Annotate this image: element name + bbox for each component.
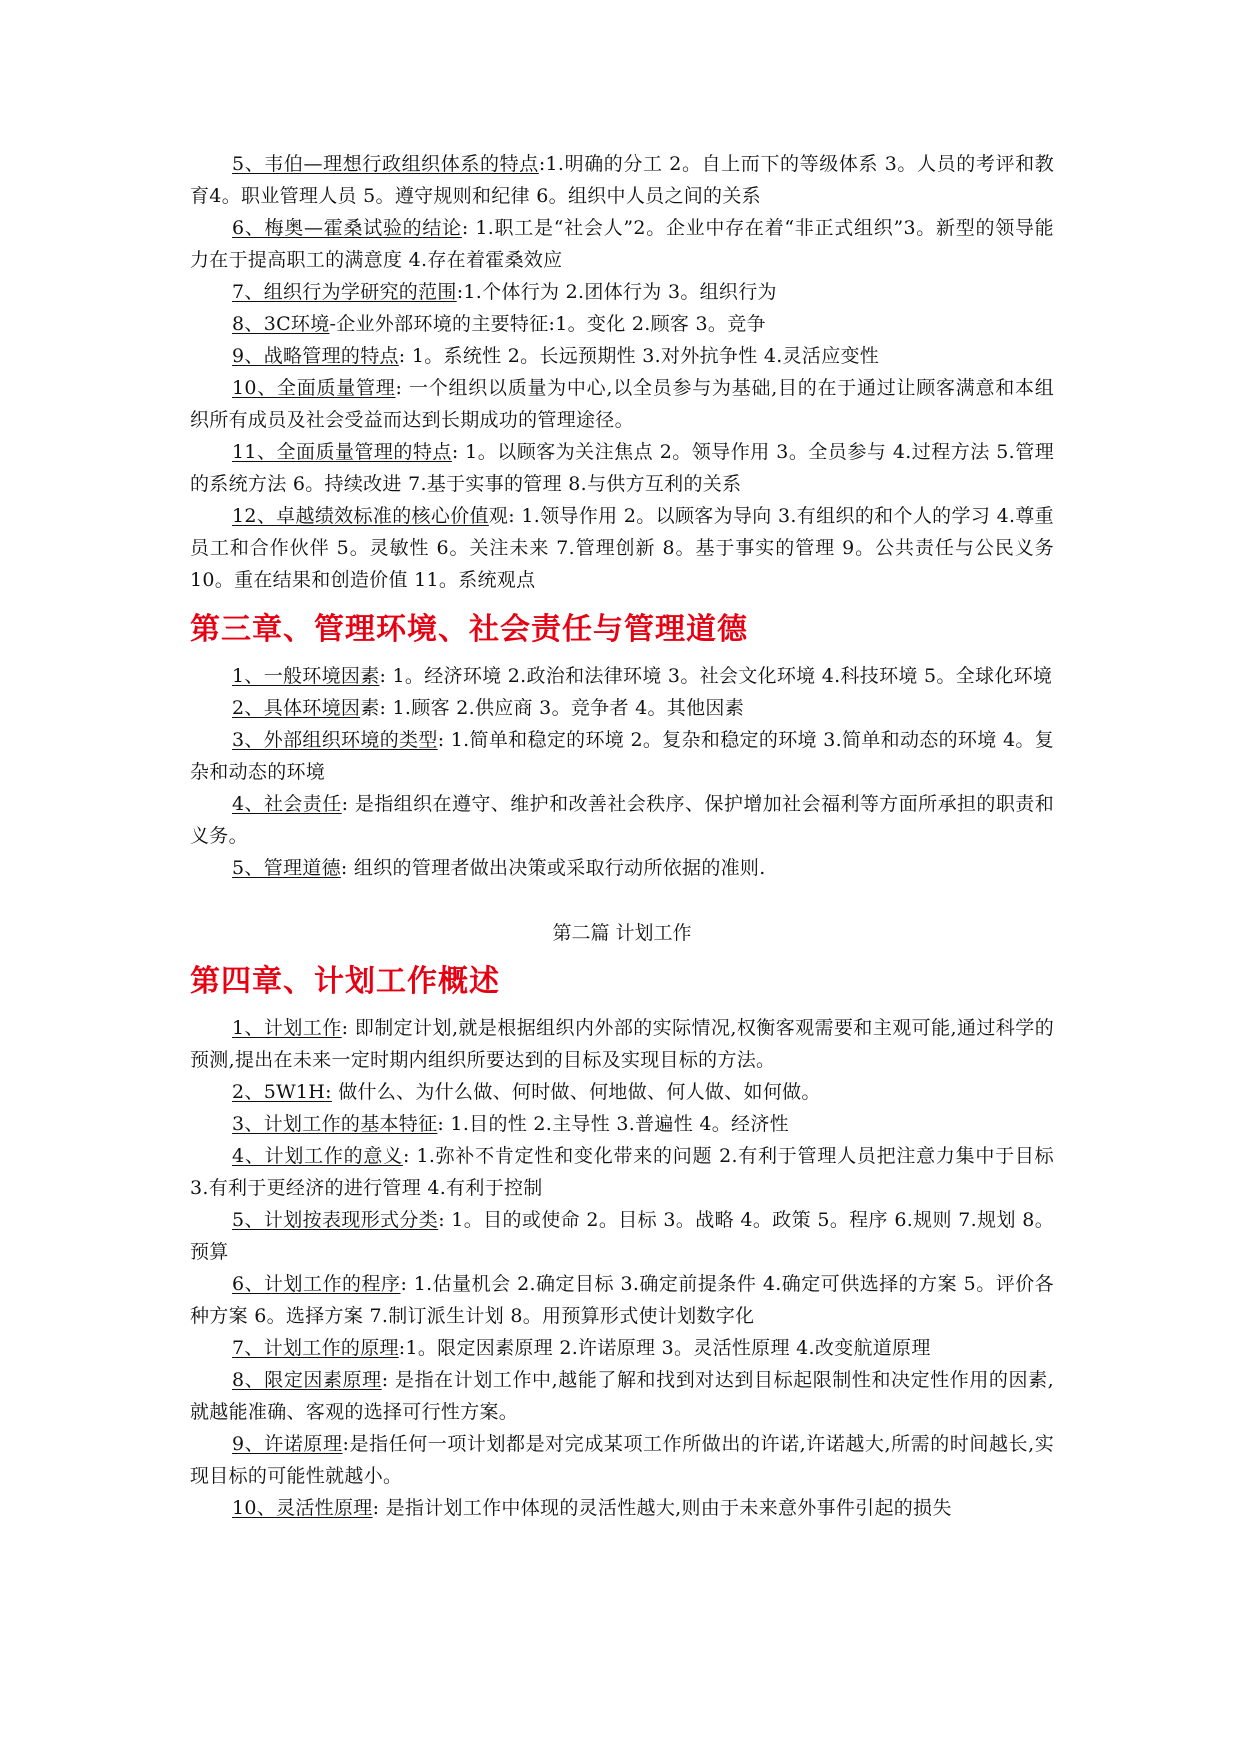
item-text: : 是指在计划工作中,越能了解和找到对达到目标起限制性和决定性作用的因素,就越能准确、客观的选择可行性方案。 bbox=[190, 1369, 1054, 1423]
item-term: 5、韦伯—理想行政组织体系的特点 bbox=[232, 153, 539, 175]
list-item bbox=[190, 372, 1054, 436]
list-item bbox=[190, 148, 1054, 212]
item-text: : 即制定计划,就是根据组织内外部的实际情况,权衡客观需要和主观可能,通过科学的预测,提出在未来一定时期内组织所要达到的目标及实现目标的方法。 bbox=[190, 1017, 1055, 1071]
item-term: 3、计划工作的基本特征 bbox=[232, 1113, 438, 1135]
item-term: 5、管理道德 bbox=[232, 857, 341, 879]
item-text: 素: 1.顾客 2.供应商 3。竞争者 4。其他因素 bbox=[360, 697, 744, 719]
item-text: :是指任何一项计划都是对完成某项工作所做出的许诺,许诺越大,所需的时间越长,实现目标的可能性就越小。 bbox=[190, 1433, 1054, 1487]
chapter4-heading: 第四章、计划工作概述 bbox=[190, 964, 500, 999]
item-term: 8、3C环境 bbox=[232, 313, 330, 335]
item-term: 3、外部组织环境的类型 bbox=[232, 729, 438, 751]
item-term: 12、卓越绩效标准的核心价值 bbox=[232, 505, 489, 527]
list-item bbox=[190, 500, 1054, 596]
list-item bbox=[190, 308, 1054, 340]
chapter3-items-section bbox=[190, 660, 1054, 884]
list-item bbox=[190, 1492, 1054, 1524]
item-term: 6、梅奥—霍桑试验的结论 bbox=[232, 217, 462, 239]
list-item bbox=[190, 212, 1054, 276]
list-item bbox=[190, 436, 1054, 500]
list-item bbox=[190, 1364, 1054, 1428]
item-text: : 1.简单和稳定的环境 2。复杂和稳定的环境 3.简单和动态的环境 4。复杂和动态的环境 bbox=[190, 729, 1054, 783]
item-term: 11、全面质量管理的特点 bbox=[232, 441, 452, 463]
item-term: 7、计划工作的原理 bbox=[232, 1337, 399, 1359]
item-term: 2、5W1H: bbox=[232, 1081, 332, 1103]
item-text: :1。限定因素原理 2.许诺原理 3。灵活性原理 4.改变航道原理 bbox=[398, 1337, 931, 1359]
list-item bbox=[190, 692, 1054, 724]
chapter4-items-section bbox=[190, 1012, 1054, 1524]
item-text: : 1.估量机会 2.确定目标 3.确定前提条件 4.确定可供选择的方案 5。评价各种方案 6。选择方案 7.制订派生计划 8。用预算形式使计划数字化 bbox=[190, 1273, 1054, 1327]
item-text: :1.个体行为 2.团体行为 3。组织行为 bbox=[456, 281, 777, 303]
item-text: : 是指组织在遵守、维护和改善社会秩序、保护增加社会福利等方面所承担的职责和义务。 bbox=[190, 793, 1055, 847]
item-term: 2、具体环境因 bbox=[232, 697, 361, 719]
list-item bbox=[190, 852, 1054, 884]
list-item bbox=[190, 660, 1054, 692]
list-item bbox=[190, 1108, 1054, 1140]
item-term: 6、计划工作的程序 bbox=[232, 1273, 401, 1295]
list-item bbox=[190, 276, 1054, 308]
item-term: 10、灵活性原理 bbox=[232, 1497, 373, 1519]
chapter3-heading: 第三章、管理环境、社会责任与管理道德 bbox=[190, 612, 748, 647]
list-item bbox=[190, 340, 1054, 372]
item-term: 8、限定因素原理 bbox=[232, 1369, 382, 1391]
list-item bbox=[190, 1332, 1054, 1364]
chapter2-items-section bbox=[190, 148, 1054, 596]
list-item bbox=[190, 788, 1054, 852]
item-term: 7、组织行为学研究的范围 bbox=[232, 281, 457, 303]
list-item bbox=[190, 1140, 1054, 1204]
item-text: : 1.目的性 2.主导性 3.普遍性 4。经济性 bbox=[437, 1113, 789, 1135]
item-text: : 组织的管理者做出决策或采取行动所依据的准则. bbox=[340, 857, 766, 879]
item-term: 10、全面质量管理 bbox=[232, 377, 396, 399]
item-text: -企业外部环境的主要特征:1。变化 2.顾客 3。竞争 bbox=[329, 313, 766, 335]
item-term: 4、计划工作的意义 bbox=[232, 1145, 403, 1167]
item-text: : 1.职工是“社会人”2。企业中存在着“非正式组织”3。新型的领导能力在于提高职工的满意度 4.存在着霍桑效应 bbox=[190, 217, 1054, 271]
item-text: : 1。以顾客为关注焦点 2。领导作用 3。全员参与 4.过程方法 5.管理的系统方法 6。持续改进 7.基于实事的管理 8.与供方互利的关系 bbox=[190, 441, 1054, 495]
item-text: : 1。系统性 2。长远预期性 3.对外抗争性 4.灵活应变性 bbox=[398, 345, 880, 367]
page-content bbox=[190, 148, 1054, 1524]
item-term: 1、计划工作 bbox=[232, 1017, 342, 1039]
list-item bbox=[190, 1076, 1054, 1108]
list-item bbox=[190, 1428, 1054, 1492]
item-term: 4、社会责任 bbox=[232, 793, 342, 815]
item-text: :1.明确的分工 2。自上而下的等级体系 3。人员的考评和教育4。职业管理人员 5。遵守规则和纪律 6。组织中人员之间的关系 bbox=[190, 153, 1054, 207]
item-text: : 一个组织以质量为中心,以全员参与为基础,目的在于通过让顾客满意和本组织所有成员及社会受益而达到长期成功的管理途径。 bbox=[190, 377, 1054, 431]
list-item bbox=[190, 1012, 1054, 1076]
item-text: 做什么、为什么做、何时做、何地做、何人做、如何做。 bbox=[331, 1081, 821, 1103]
item-term: 5、计划按表现形式分类 bbox=[232, 1209, 439, 1231]
part2-heading: 第二篇 计划工作 bbox=[552, 922, 692, 944]
list-item bbox=[190, 724, 1054, 788]
item-text: : 1。目的或使命 2。目标 3。战略 4。政策 5。程序 6.规则 7.规划 8。预算 bbox=[190, 1209, 1055, 1263]
item-text: : 1。经济环境 2.政治和法律环境 3。社会文化环境 4.科技环境 5。全球化环境 bbox=[379, 665, 1053, 687]
item-term: 9、许诺原理 bbox=[232, 1433, 343, 1455]
list-item bbox=[190, 1204, 1054, 1268]
item-term: 9、战略管理的特点 bbox=[232, 345, 399, 367]
item-text: 观: 1.领导作用 2。以顾客为导向 3.有组织的和个人的学习 4.尊重员工和合作伙伴 5。灵敏性 6。关注未来 7.管理创新 8。基于事实的管理 9。公共责任与公民义务10。重在结果和创造价值 11。系统观点 bbox=[190, 505, 1054, 591]
item-text: : 是指计划工作中体现的灵活性越大,则由于未来意外事件引起的损失 bbox=[372, 1497, 952, 1519]
list-item bbox=[190, 1268, 1054, 1332]
item-term: 1、一般环境因素 bbox=[232, 665, 380, 687]
item-text: : 1.弥补不肯定性和变化带来的问题 2.有利于管理人员把注意力集中于目标 3.有利于更经济的进行管理 4.有利于控制 bbox=[190, 1145, 1054, 1199]
